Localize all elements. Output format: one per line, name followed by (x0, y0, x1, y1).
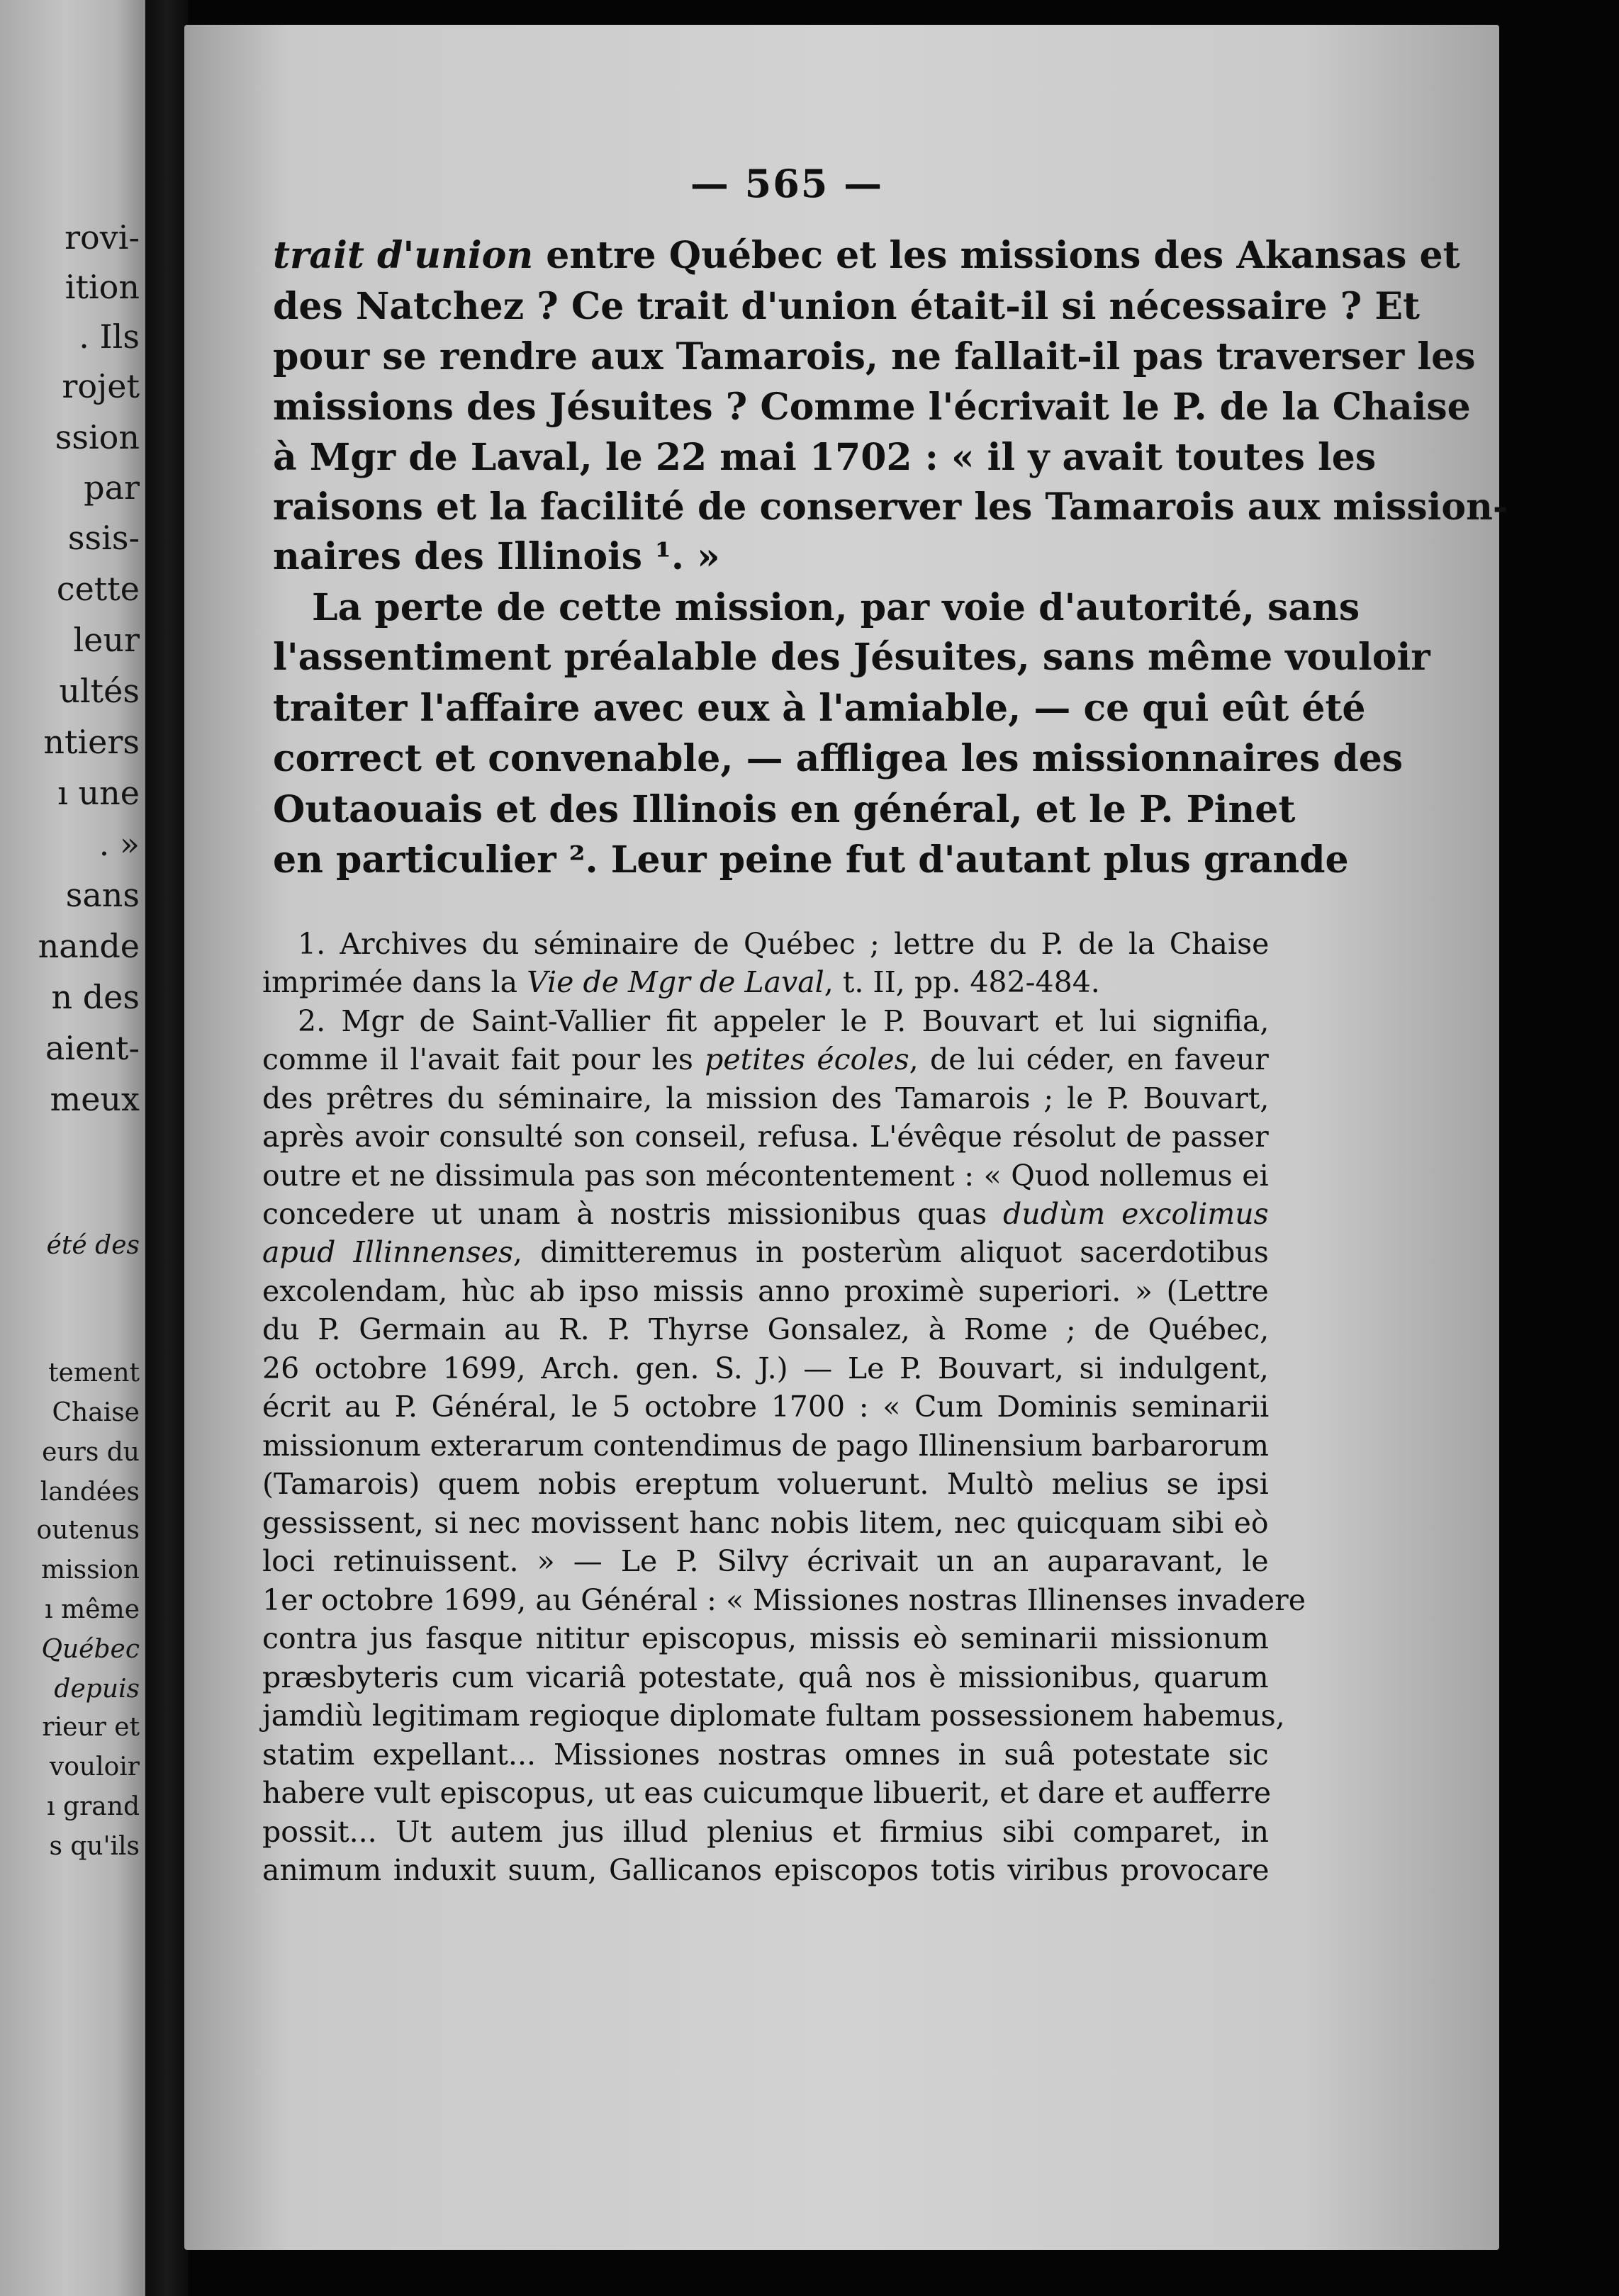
footnote-line (262, 1235, 1269, 1269)
body-line (273, 687, 1366, 730)
text-segment: jamdiù legitimam regioque diplomate fultam possessionem habemus, (262, 1699, 1285, 1733)
text-segment: , t. II, pp. 482-484. (824, 965, 1100, 999)
text-segment: concedere ut unam à nostris missionibus quas (262, 1197, 1004, 1231)
footnote-line (262, 965, 1100, 999)
text-segment: 1. Archives du séminaire de Québec ; lettre du P. de la Chaise (298, 927, 1270, 961)
text-segment: trait d'union (273, 234, 534, 277)
left-page-text: ı même (45, 1595, 140, 1624)
footnote-line (262, 1081, 1270, 1115)
footnote-line (298, 1004, 1270, 1038)
text-segment: des prêtres du séminaire, la mission des Tamarois ; le P. Bouvart, (262, 1081, 1270, 1115)
left-page-text: rovi- (65, 218, 140, 257)
left-page-text: outenus (36, 1516, 140, 1545)
text-segment: missionum exterarum contendimus de pago Illinensium barbarorum (262, 1429, 1270, 1463)
body-line (273, 737, 1404, 780)
text-segment: 2. Mgr de Saint-Vallier fit appeler le P. Bouvart et lui signifia, (298, 1004, 1270, 1038)
left-page-text: ı grand (47, 1792, 140, 1821)
footnote-line (262, 1197, 1269, 1231)
left-page-text: s qu'ils (49, 1832, 140, 1861)
text-segment: l'assentiment préalable des Jésuites, sans même vouloir (273, 636, 1430, 679)
left-page-text: rojet (62, 367, 140, 405)
text-segment: , de lui céder, en faveur (909, 1042, 1269, 1076)
left-page-text: . Ils (79, 317, 140, 356)
left-page-text: mission (41, 1555, 140, 1585)
footnote-line (262, 1042, 1269, 1076)
left-page-text: Chaise (52, 1398, 140, 1427)
footnote-line (262, 1776, 1272, 1810)
book-gutter (145, 0, 188, 2296)
left-page-text: leur (73, 621, 140, 659)
footnote-line (262, 1544, 1269, 1578)
text-segment: Outaouais et des Illinois en général, et le P. Pinet (273, 788, 1296, 831)
text-segment: possit... Ut autem jus illud plenius et firmius sibi comparet, in (262, 1815, 1269, 1849)
text-segment: comme il l'avait fait pour les (262, 1042, 705, 1076)
left-page-text: eurs du (42, 1438, 140, 1467)
text-segment: 26 octobre 1699, Arch. gen. S. J.) — Le P. Bouvart, si indulgent, (262, 1351, 1269, 1385)
footnote-line (262, 1122, 1269, 1152)
text-segment: écrit au P. Général, le 5 octobre 1700 : « Cum Dominis seminarii (262, 1390, 1270, 1424)
left-page-text: ultés (59, 672, 140, 710)
footnote-line (262, 1161, 1269, 1191)
footnote-line (262, 1738, 1269, 1772)
text-segment: excolendam, hùc ab ipso missis anno proximè superiori. » (Lettre (262, 1274, 1269, 1308)
left-page-text: sans (65, 876, 140, 914)
body-line (273, 838, 1349, 882)
text-segment: apud Illinnenses (262, 1235, 513, 1269)
text-segment: dudùm excolimus (1003, 1197, 1269, 1231)
left-page-text: vouloir (49, 1752, 140, 1782)
footnote-line (262, 1274, 1269, 1308)
footnote-line (262, 1431, 1269, 1461)
text-segment: traiter l'affaire avec eux à l'amiable, — ce qui eût été (273, 687, 1366, 730)
footnote-line (298, 927, 1270, 961)
body-line (273, 386, 1471, 429)
text-segment: en particulier ². Leur peine fut d'autant plus grande (273, 838, 1349, 882)
body-line (312, 586, 1360, 629)
left-page-text: aient- (45, 1029, 140, 1067)
text-segment: (Tamarois) quem nobis ereptum voluerunt. Multò melius se ipsi (262, 1467, 1269, 1501)
left-page-text: ition (65, 268, 140, 306)
footnote-line (262, 1701, 1285, 1731)
body-line (273, 436, 1377, 479)
text-segment: après avoir consulté son conseil, refusa. L'évêque résolut de passer (262, 1120, 1269, 1154)
text-segment: 1er octobre 1699, au Général : « Missiones nostras Illinenses invadere (262, 1583, 1306, 1617)
left-page-text: n des (51, 978, 140, 1016)
text-segment: naires des Illinois ¹. » (273, 535, 720, 578)
left-page-text: ssion (55, 418, 140, 456)
text-segment: præsbyteris cum vicariâ potestate, quâ nos è missionibus, quarum (262, 1660, 1269, 1694)
body-line (273, 485, 1508, 529)
text-segment: missions des Jésuites ? Comme l'écrivait le P. de la Chaise (273, 386, 1471, 429)
left-page-text: rieur et (42, 1713, 140, 1742)
left-page-text: depuis (54, 1675, 140, 1704)
text-segment: habere vult episcopus, ut eas cuicumque libuerit, et dare et aufferre (262, 1776, 1272, 1810)
text-segment: statim expellant... Missiones nostras omnes in suâ potestate sic (262, 1738, 1269, 1772)
left-page-text: ntiers (43, 723, 140, 761)
body-line (273, 788, 1296, 831)
footnote-line (262, 1583, 1306, 1617)
text-segment: des Natchez ? Ce trait d'union était-il si nécessaire ? Et (273, 285, 1420, 328)
footnote-line (262, 1392, 1269, 1422)
body-line (273, 535, 720, 578)
body-line (273, 285, 1420, 328)
text-segment: petites écoles (705, 1042, 909, 1076)
left-page-text: . » (99, 825, 140, 863)
text-segment: correct et convenable, — affligea les missionnaires des (273, 737, 1404, 780)
footnote-line (262, 1467, 1269, 1501)
text-segment: loci retinuissent. » — Le P. Silvy écrivait un an auparavant, le (262, 1544, 1269, 1578)
page-number: — 565 — (690, 161, 884, 206)
text-segment: outre et ne dissimula pas son mécontentement : « Quod nollemus ei (262, 1159, 1269, 1193)
text-segment: à Mgr de Laval, le 22 mai 1702 : « il y avait toutes les (273, 436, 1377, 479)
text-segment: gessissent, si nec movissent hanc nobis litem, nec quicquam sibi eò (262, 1506, 1269, 1540)
text-segment: contra jus fasque nititur episcopus, missis eò seminarii missionum (262, 1621, 1269, 1655)
footnote-line (262, 1815, 1269, 1849)
left-page-text: tement (48, 1358, 140, 1388)
footnote-line (262, 1506, 1269, 1540)
body-line (273, 636, 1430, 679)
footnote-line (262, 1312, 1270, 1346)
text-segment: imprimée dans la (262, 965, 527, 999)
left-page-text: été des (46, 1231, 140, 1260)
text-segment: animum induxit suum, Gallicanos episcopos totis viribus provocare (262, 1853, 1270, 1887)
left-page-text: landées (40, 1478, 140, 1507)
left-page-text: ı une (57, 774, 140, 812)
text-segment: raisons et la facilité de conserver les Tamarois aux mission- (273, 485, 1508, 529)
footnote-line (262, 1660, 1269, 1694)
body-line (273, 335, 1476, 378)
text-segment: Vie de Mgr de Laval (527, 965, 824, 999)
text-segment: du P. Germain au R. P. Thyrse Gonsalez, à Rome ; de Québec, (262, 1312, 1270, 1346)
left-page-text: par (84, 468, 140, 507)
footnote-line (262, 1621, 1269, 1655)
text-segment: pour se rendre aux Tamarois, ne fallait-il pas traverser les (273, 335, 1476, 378)
left-page-text: nande (38, 927, 140, 965)
body-line (273, 234, 1460, 277)
left-page-text: cette (56, 570, 140, 608)
text-segment: entre Québec et les missions des Akansas et (533, 234, 1460, 277)
left-page-fragment (0, 0, 145, 2296)
footnote-line (262, 1853, 1270, 1887)
left-page-text: ssis- (67, 519, 140, 557)
left-page-text: meux (50, 1080, 140, 1118)
text-segment: La perte de cette mission, par voie d'autorité, sans (312, 586, 1360, 629)
left-page-text: Québec (41, 1635, 140, 1664)
footnote-line (262, 1351, 1269, 1385)
text-segment: , dimitteremus in posterùm aliquot sacerdotibus (512, 1235, 1269, 1269)
